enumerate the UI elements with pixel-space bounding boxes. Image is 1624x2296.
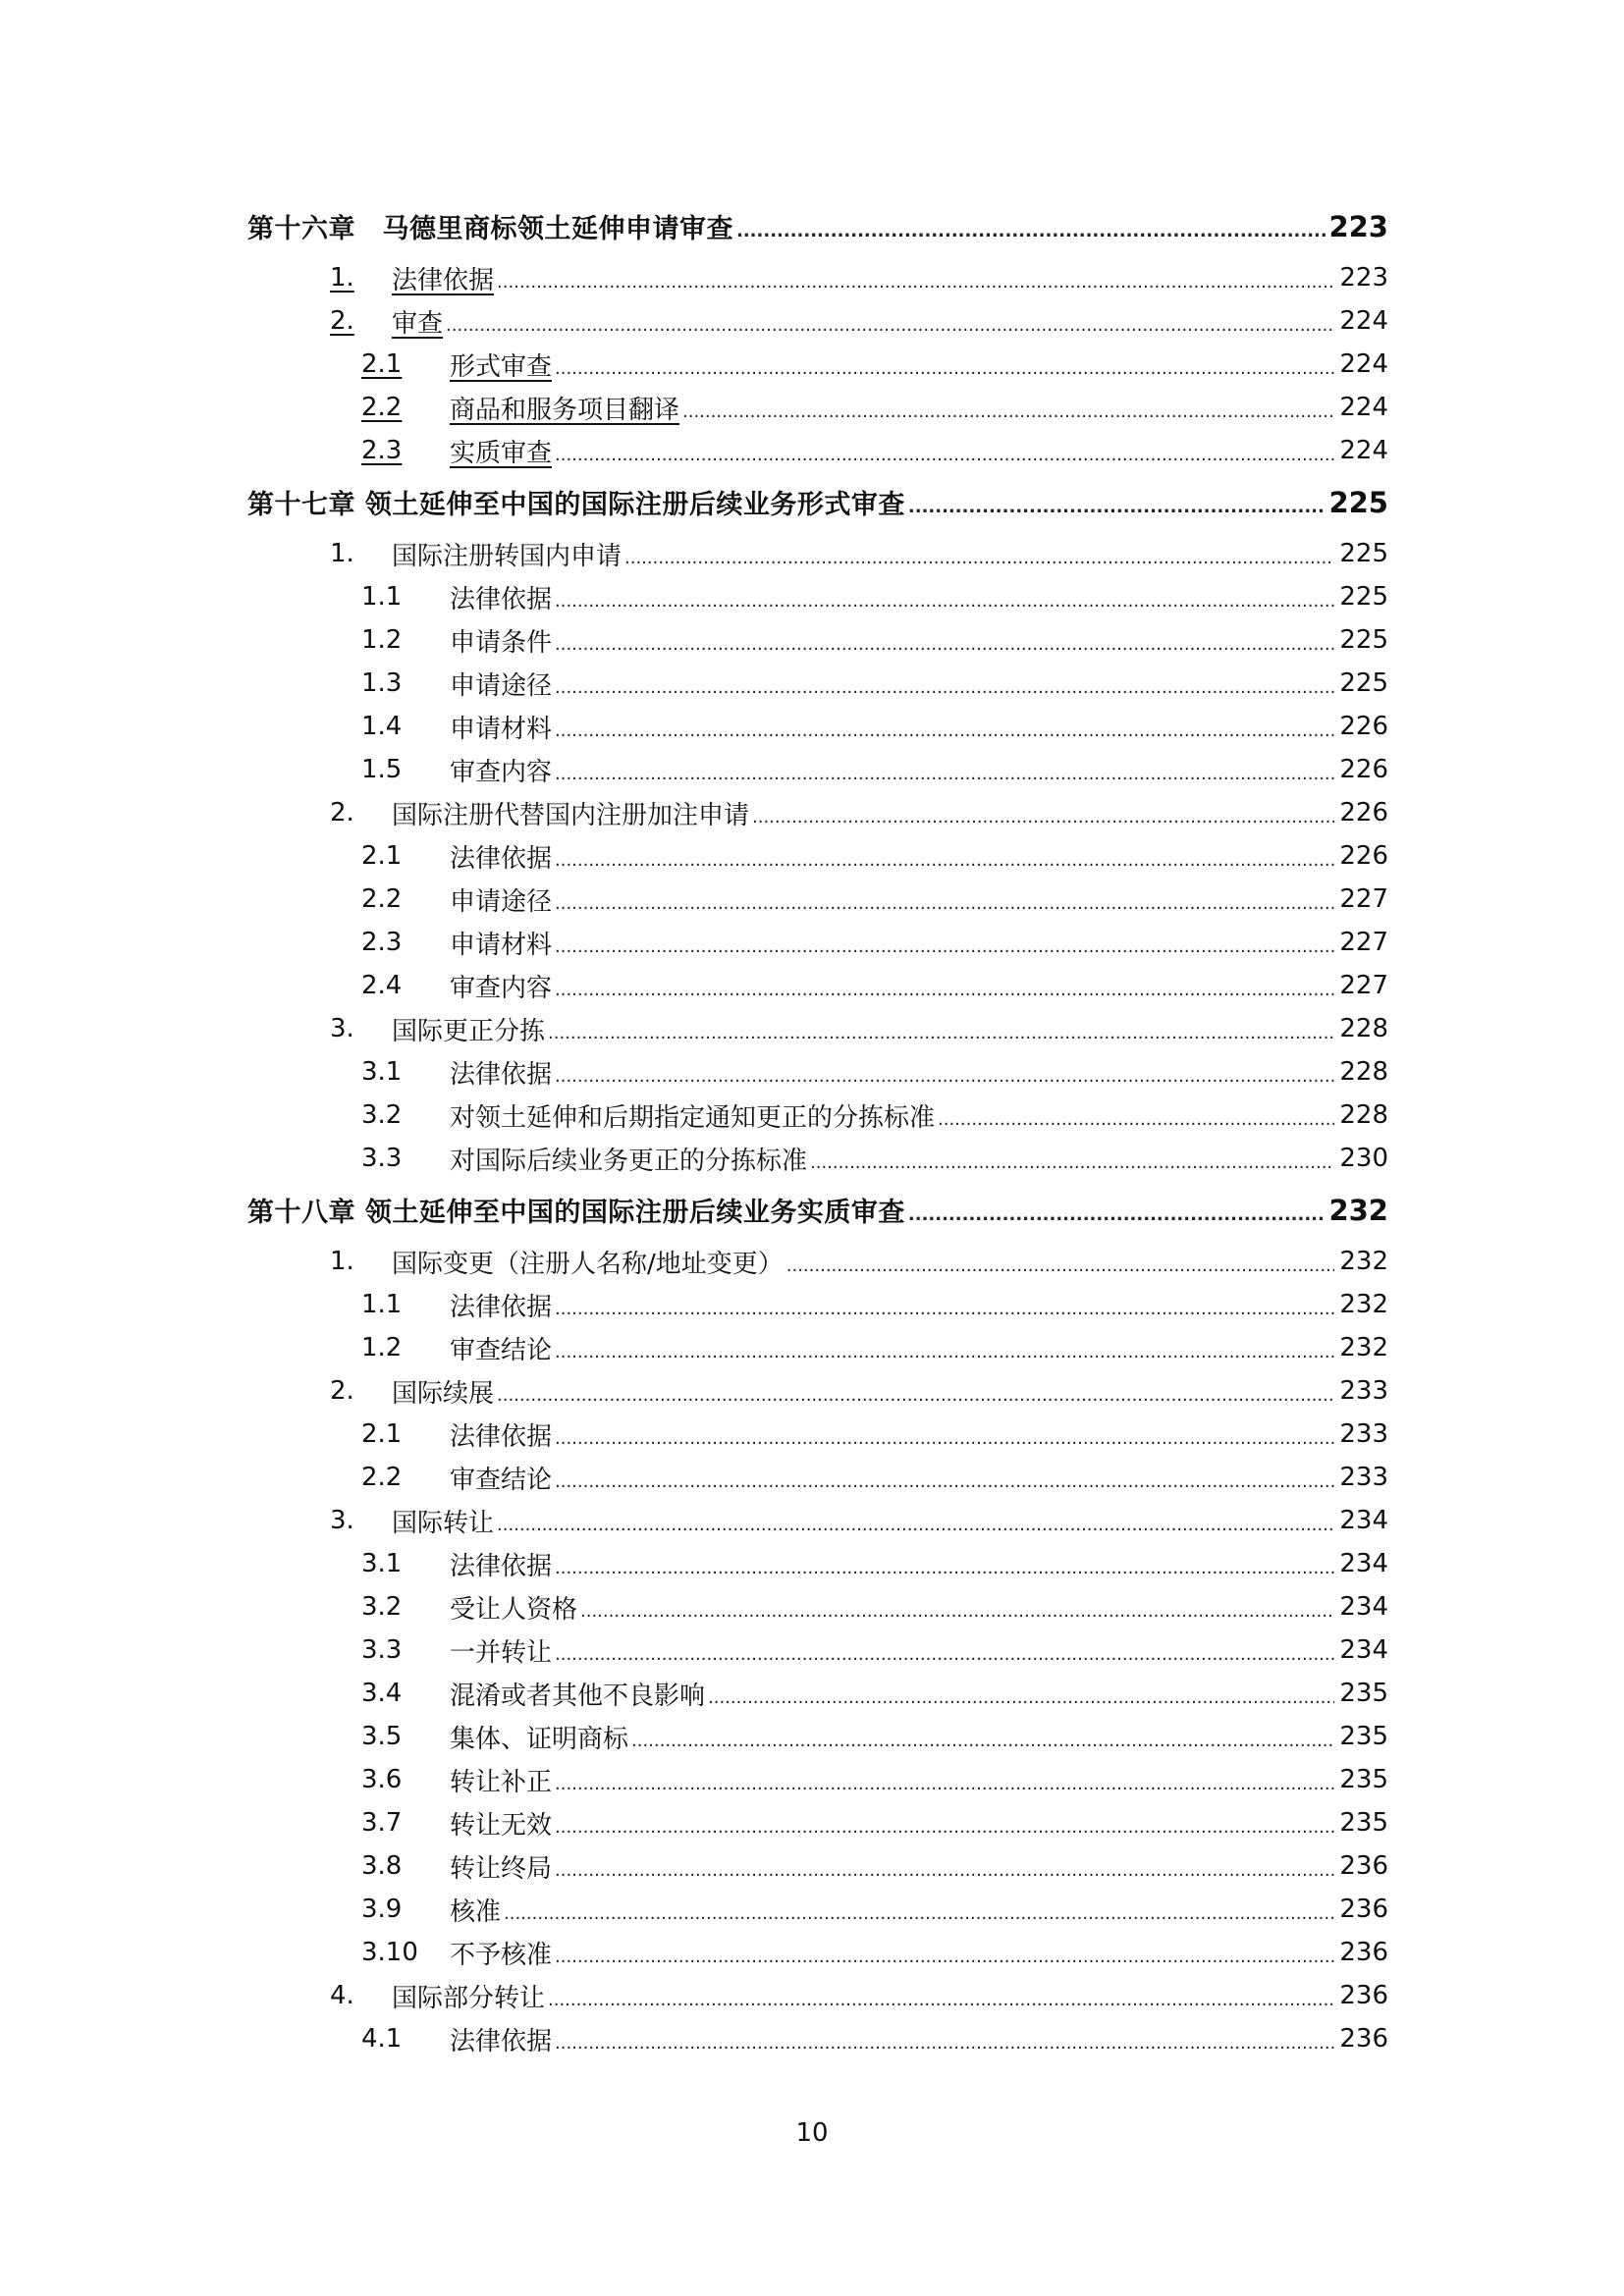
toc-entry-number: 2.2 (361, 393, 403, 422)
toc-subsection-entry[interactable] (247, 1585, 1388, 1629)
toc-dot-leader (580, 1593, 1334, 1622)
toc-chapter-entry[interactable] (247, 1180, 1388, 1240)
toc-dot-leader (548, 1015, 1334, 1043)
toc-entry-title: 法律依据 (450, 1292, 553, 1322)
toc-subsection-entry[interactable] (247, 1413, 1388, 1456)
toc-entry-number: 1.2 (361, 1333, 403, 1362)
toc-entry-title: 第十八章 领土延伸至中国的国际注册后续业务实质审查 (247, 1198, 905, 1228)
toc-entry-number: 1.5 (361, 755, 403, 784)
toc-dot-leader (555, 1550, 1334, 1578)
toc-page-number: 236 (1339, 1981, 1388, 2010)
toc-page-number: 232 (1328, 1193, 1388, 1227)
toc-dot-leader (555, 1852, 1334, 1881)
toc-page-number: 225 (1339, 582, 1388, 612)
toc-dot-leader (908, 488, 1326, 517)
toc-entry-number: 3.8 (361, 1851, 403, 1881)
toc-page-number: 234 (1339, 1506, 1388, 1535)
toc-dot-leader (555, 885, 1334, 914)
toc-dot-leader (555, 1636, 1334, 1665)
toc-section-entry[interactable] (247, 1369, 1388, 1413)
toc-chapter-entry[interactable] (247, 196, 1388, 256)
toc-entry-number: 1.3 (361, 668, 403, 698)
toc-entry-title: 申请材料 (450, 930, 553, 960)
toc-entry-number: 3.2 (361, 1100, 403, 1130)
toc-page-number: 234 (1339, 1549, 1388, 1578)
toc-page-number: 226 (1339, 841, 1388, 871)
toc-page-number: 232 (1339, 1333, 1388, 1362)
toc-entry-title: 法律依据 (450, 584, 553, 614)
toc-page-number: 233 (1339, 1419, 1388, 1449)
toc-dot-leader (555, 842, 1334, 871)
toc-dot-leader (548, 1982, 1334, 2010)
toc-entry-number: 4.1 (361, 2024, 403, 2054)
toc-entry-title: 商品和服务项目翻译 (450, 395, 680, 425)
toc-entry-number: 2.2 (361, 884, 403, 914)
toc-entry-number: 2.1 (361, 841, 403, 871)
toc-entry-title: 一并转让 (450, 1637, 553, 1668)
toc-dot-leader (555, 713, 1334, 741)
toc-entry-number: 1. (330, 263, 354, 293)
toc-page-number: 226 (1339, 798, 1388, 828)
toc-entry-number: 1.1 (361, 582, 403, 612)
toc-dot-leader (736, 212, 1326, 241)
toc-entry-number: 2.4 (361, 971, 403, 1000)
toc-entry-number: 3.6 (361, 1765, 403, 1794)
toc-subsection-entry[interactable] (247, 878, 1388, 921)
toc-entry-title: 审查内容 (450, 973, 553, 1003)
toc-dot-leader (555, 756, 1334, 784)
toc-dot-leader (555, 1334, 1334, 1362)
toc-dot-leader (938, 1101, 1334, 1130)
toc-entry-number: 2.1 (361, 349, 403, 379)
toc-page-number: 234 (1339, 1635, 1388, 1665)
toc-entry-title: 法律依据 (450, 1059, 553, 1090)
toc-page-number: 225 (1339, 668, 1388, 698)
toc-section-entry[interactable] (247, 1007, 1388, 1050)
toc-entry-number: 3.5 (361, 1722, 403, 1751)
toc-subsection-entry[interactable] (247, 1283, 1388, 1326)
toc-dot-leader (555, 1420, 1334, 1449)
toc-entry-number: 3.1 (361, 1057, 403, 1087)
toc-entry-title: 对国际后续业务更正的分拣标准 (450, 1146, 808, 1176)
toc-page-number: 233 (1339, 1463, 1388, 1492)
toc-dot-leader (631, 1723, 1334, 1751)
toc-entry-number: 4. (330, 1981, 354, 2010)
toc-entry-title: 审查 (392, 308, 444, 339)
toc-subsection-entry[interactable] (247, 1456, 1388, 1499)
toc-subsection-entry[interactable] (247, 386, 1388, 429)
toc-entry-number: 1. (330, 539, 354, 568)
toc-entry-title: 转让无效 (450, 1810, 553, 1841)
toc-entry-number: 2. (330, 798, 354, 828)
toc-entry-number: 2. (330, 1376, 354, 1406)
toc-dot-leader (555, 669, 1334, 698)
toc-subsection-entry[interactable] (247, 343, 1388, 386)
toc-page-number: 228 (1339, 1014, 1388, 1043)
toc-entry-title: 法律依据 (450, 2026, 553, 2056)
toc-subsection-entry[interactable] (247, 964, 1388, 1007)
toc-page-number: 235 (1339, 1722, 1388, 1751)
toc-page-number: 225 (1328, 485, 1388, 519)
toc-entry-number: 2.3 (361, 928, 403, 957)
toc-entry-title: 第十六章 马德里商标领土延伸申请审查 (247, 214, 733, 244)
toc-page-number: 236 (1339, 1938, 1388, 1967)
toc-dot-leader (497, 264, 1334, 293)
toc-subsection-entry[interactable] (247, 618, 1388, 662)
toc-subsection-entry[interactable] (247, 2017, 1388, 2060)
toc-entry-number: 3.3 (361, 1144, 403, 1173)
toc-dot-leader (555, 1939, 1334, 1967)
toc-entry-number: 3. (330, 1506, 354, 1535)
toc-subsection-entry[interactable] (247, 1542, 1388, 1585)
toc-section-entry[interactable] (247, 1240, 1388, 1283)
toc-page-number: 235 (1339, 1765, 1388, 1794)
toc-entry-number: 3.4 (361, 1679, 403, 1708)
toc-subsection-entry[interactable] (247, 1050, 1388, 1094)
toc-entry-number: 3. (330, 1014, 354, 1043)
toc-page-number: 235 (1339, 1679, 1388, 1708)
toc-dot-leader (555, 1291, 1334, 1319)
toc-entry-title: 审查结论 (450, 1465, 553, 1495)
toc-entry-title: 转让补正 (450, 1767, 553, 1797)
toc-entry-number: 2.2 (361, 1463, 403, 1492)
toc-entry-title: 形式审查 (450, 351, 553, 382)
toc-page-number: 228 (1339, 1100, 1388, 1130)
toc-entry-number: 2.1 (361, 1419, 403, 1449)
toc-entry-title: 国际变更（注册人名称/地址变更） (392, 1249, 784, 1279)
toc-entry-title: 第十七章 领土延伸至中国的国际注册后续业务形式审查 (247, 490, 905, 520)
toc-entry-title: 核准 (450, 1896, 502, 1927)
toc-subsection-entry[interactable] (247, 1844, 1388, 1888)
toc-entry-title: 实质审查 (450, 438, 553, 468)
toc-page-number: 236 (1339, 1895, 1388, 1924)
toc-page-number: 226 (1339, 755, 1388, 784)
toc-subsection-entry[interactable] (247, 1094, 1388, 1137)
toc-dot-leader (497, 1507, 1334, 1535)
toc-dot-leader (555, 437, 1334, 465)
toc-entry-number: 2.3 (361, 436, 403, 465)
toc-page-number: 230 (1339, 1144, 1388, 1173)
toc-entry-title: 受让人资格 (450, 1594, 578, 1625)
toc-subsection-entry[interactable] (247, 1801, 1388, 1844)
toc-entry-title: 对领土延伸和后期指定通知更正的分拣标准 (450, 1102, 936, 1133)
toc-page-number: 225 (1339, 625, 1388, 655)
toc-page-number: 236 (1339, 1851, 1388, 1881)
toc-entry-title: 国际续展 (392, 1378, 495, 1409)
toc-subsection-entry[interactable] (247, 662, 1388, 705)
toc-subsection-entry[interactable] (247, 575, 1388, 618)
page-number: 10 (795, 2118, 829, 2148)
toc-page-number: 224 (1339, 306, 1388, 336)
toc-dot-leader (555, 626, 1334, 655)
toc-subsection-entry[interactable] (247, 921, 1388, 964)
toc-subsection-entry[interactable] (247, 1715, 1388, 1758)
toc-entry-number: 3.7 (361, 1808, 403, 1838)
toc-entry-number: 1. (330, 1247, 354, 1276)
toc-page-number: 235 (1339, 1808, 1388, 1838)
toc-subsection-entry[interactable] (247, 705, 1388, 748)
toc-entry-title: 国际注册代替国内注册加注申请 (392, 800, 750, 830)
toc-entry-number: 3.10 (361, 1938, 418, 1967)
toc-dot-leader (555, 350, 1334, 379)
toc-section-entry[interactable] (247, 532, 1388, 575)
toc-entry-number: 3.9 (361, 1895, 403, 1924)
toc-subsection-entry[interactable] (247, 1931, 1388, 1974)
toc-page-number: 224 (1339, 436, 1388, 465)
toc-entry-title: 不予核准 (450, 1940, 553, 1970)
toc-section-entry[interactable] (247, 256, 1388, 299)
toc-page-number: 224 (1339, 349, 1388, 379)
toc-subsection-entry[interactable] (247, 1629, 1388, 1672)
toc-page-number: 226 (1339, 712, 1388, 741)
toc-page-number: 232 (1339, 1290, 1388, 1319)
toc-page-number: 227 (1339, 928, 1388, 957)
toc-entry-title: 混淆或者其他不良影响 (450, 1681, 706, 1711)
toc-entry-title: 审查结论 (450, 1335, 553, 1365)
toc-subsection-entry[interactable] (247, 834, 1388, 878)
toc-subsection-entry[interactable] (247, 1672, 1388, 1715)
toc-page-number: 228 (1339, 1057, 1388, 1087)
toc-subsection-entry[interactable] (247, 1326, 1388, 1369)
toc-dot-leader (810, 1145, 1334, 1173)
toc-dot-leader (504, 1896, 1334, 1924)
toc-dot-leader (555, 1766, 1334, 1794)
toc-entry-title: 法律依据 (392, 265, 495, 295)
toc-dot-leader (682, 394, 1334, 422)
toc-subsection-entry[interactable] (247, 1758, 1388, 1801)
toc-page-number: 236 (1339, 2024, 1388, 2054)
toc-dot-leader (908, 1196, 1326, 1225)
toc-subsection-entry[interactable] (247, 748, 1388, 791)
toc-entry-title: 国际转让 (392, 1508, 495, 1538)
toc-page-number: 227 (1339, 971, 1388, 1000)
toc-page-number: 232 (1339, 1247, 1388, 1276)
toc-entry-title: 申请条件 (450, 627, 553, 658)
toc-dot-leader (555, 929, 1334, 957)
toc-dot-leader (708, 1680, 1334, 1708)
toc-entry-title: 法律依据 (450, 843, 553, 874)
toc-dot-leader (555, 583, 1334, 612)
toc-entry-title: 法律依据 (450, 1421, 553, 1452)
toc-entry-number: 3.2 (361, 1592, 403, 1622)
toc-dot-leader (446, 307, 1334, 336)
toc-entry-title: 审查内容 (450, 757, 553, 787)
toc-entry-title: 申请途径 (450, 670, 553, 701)
toc-dot-leader (624, 540, 1334, 568)
toc-section-entry[interactable] (247, 1974, 1388, 2017)
toc-subsection-entry[interactable] (247, 429, 1388, 472)
toc-dot-leader (555, 972, 1334, 1000)
toc-entry-title: 申请途径 (450, 886, 553, 917)
toc-entry-number: 3.3 (361, 1635, 403, 1665)
toc-entry-title: 国际更正分拣 (392, 1016, 546, 1046)
toc-section-entry[interactable] (247, 299, 1388, 343)
toc-dot-leader (555, 1809, 1334, 1838)
toc-entry-title: 转让终局 (450, 1853, 553, 1884)
toc-dot-leader (497, 1377, 1334, 1406)
toc-page-number: 225 (1339, 539, 1388, 568)
toc-entry-title: 集体、证明商标 (450, 1724, 629, 1754)
toc-page-number: 223 (1328, 209, 1388, 243)
toc-dot-leader (786, 1248, 1334, 1276)
toc-entry-number: 3.1 (361, 1549, 403, 1578)
toc-section-entry[interactable] (247, 1499, 1388, 1542)
toc-page-number: 234 (1339, 1592, 1388, 1622)
toc-dot-leader (752, 799, 1334, 828)
toc-dot-leader (555, 1464, 1334, 1492)
toc-entry-title: 申请材料 (450, 714, 553, 744)
toc-subsection-entry[interactable] (247, 1888, 1388, 1931)
toc-entry-title: 国际注册转国内申请 (392, 541, 623, 571)
toc-page-number: 227 (1339, 884, 1388, 914)
toc-entry-title: 国际部分转让 (392, 1983, 546, 2013)
toc-page-number: 223 (1339, 263, 1388, 293)
toc-chapter-entry[interactable] (247, 472, 1388, 532)
toc-page-number: 224 (1339, 393, 1388, 422)
toc-section-entry[interactable] (247, 791, 1388, 834)
toc-subsection-entry[interactable] (247, 1137, 1388, 1180)
toc-entry-number: 2. (330, 306, 354, 336)
toc-entry-number: 1.4 (361, 712, 403, 741)
toc-dot-leader (555, 2025, 1334, 2054)
toc-entry-number: 1.2 (361, 625, 403, 655)
toc-entry-number: 1.1 (361, 1290, 403, 1319)
toc-entry-title: 法律依据 (450, 1551, 553, 1581)
toc-dot-leader (555, 1058, 1334, 1087)
toc-page-number: 233 (1339, 1376, 1388, 1406)
table-of-contents (247, 196, 1388, 2060)
